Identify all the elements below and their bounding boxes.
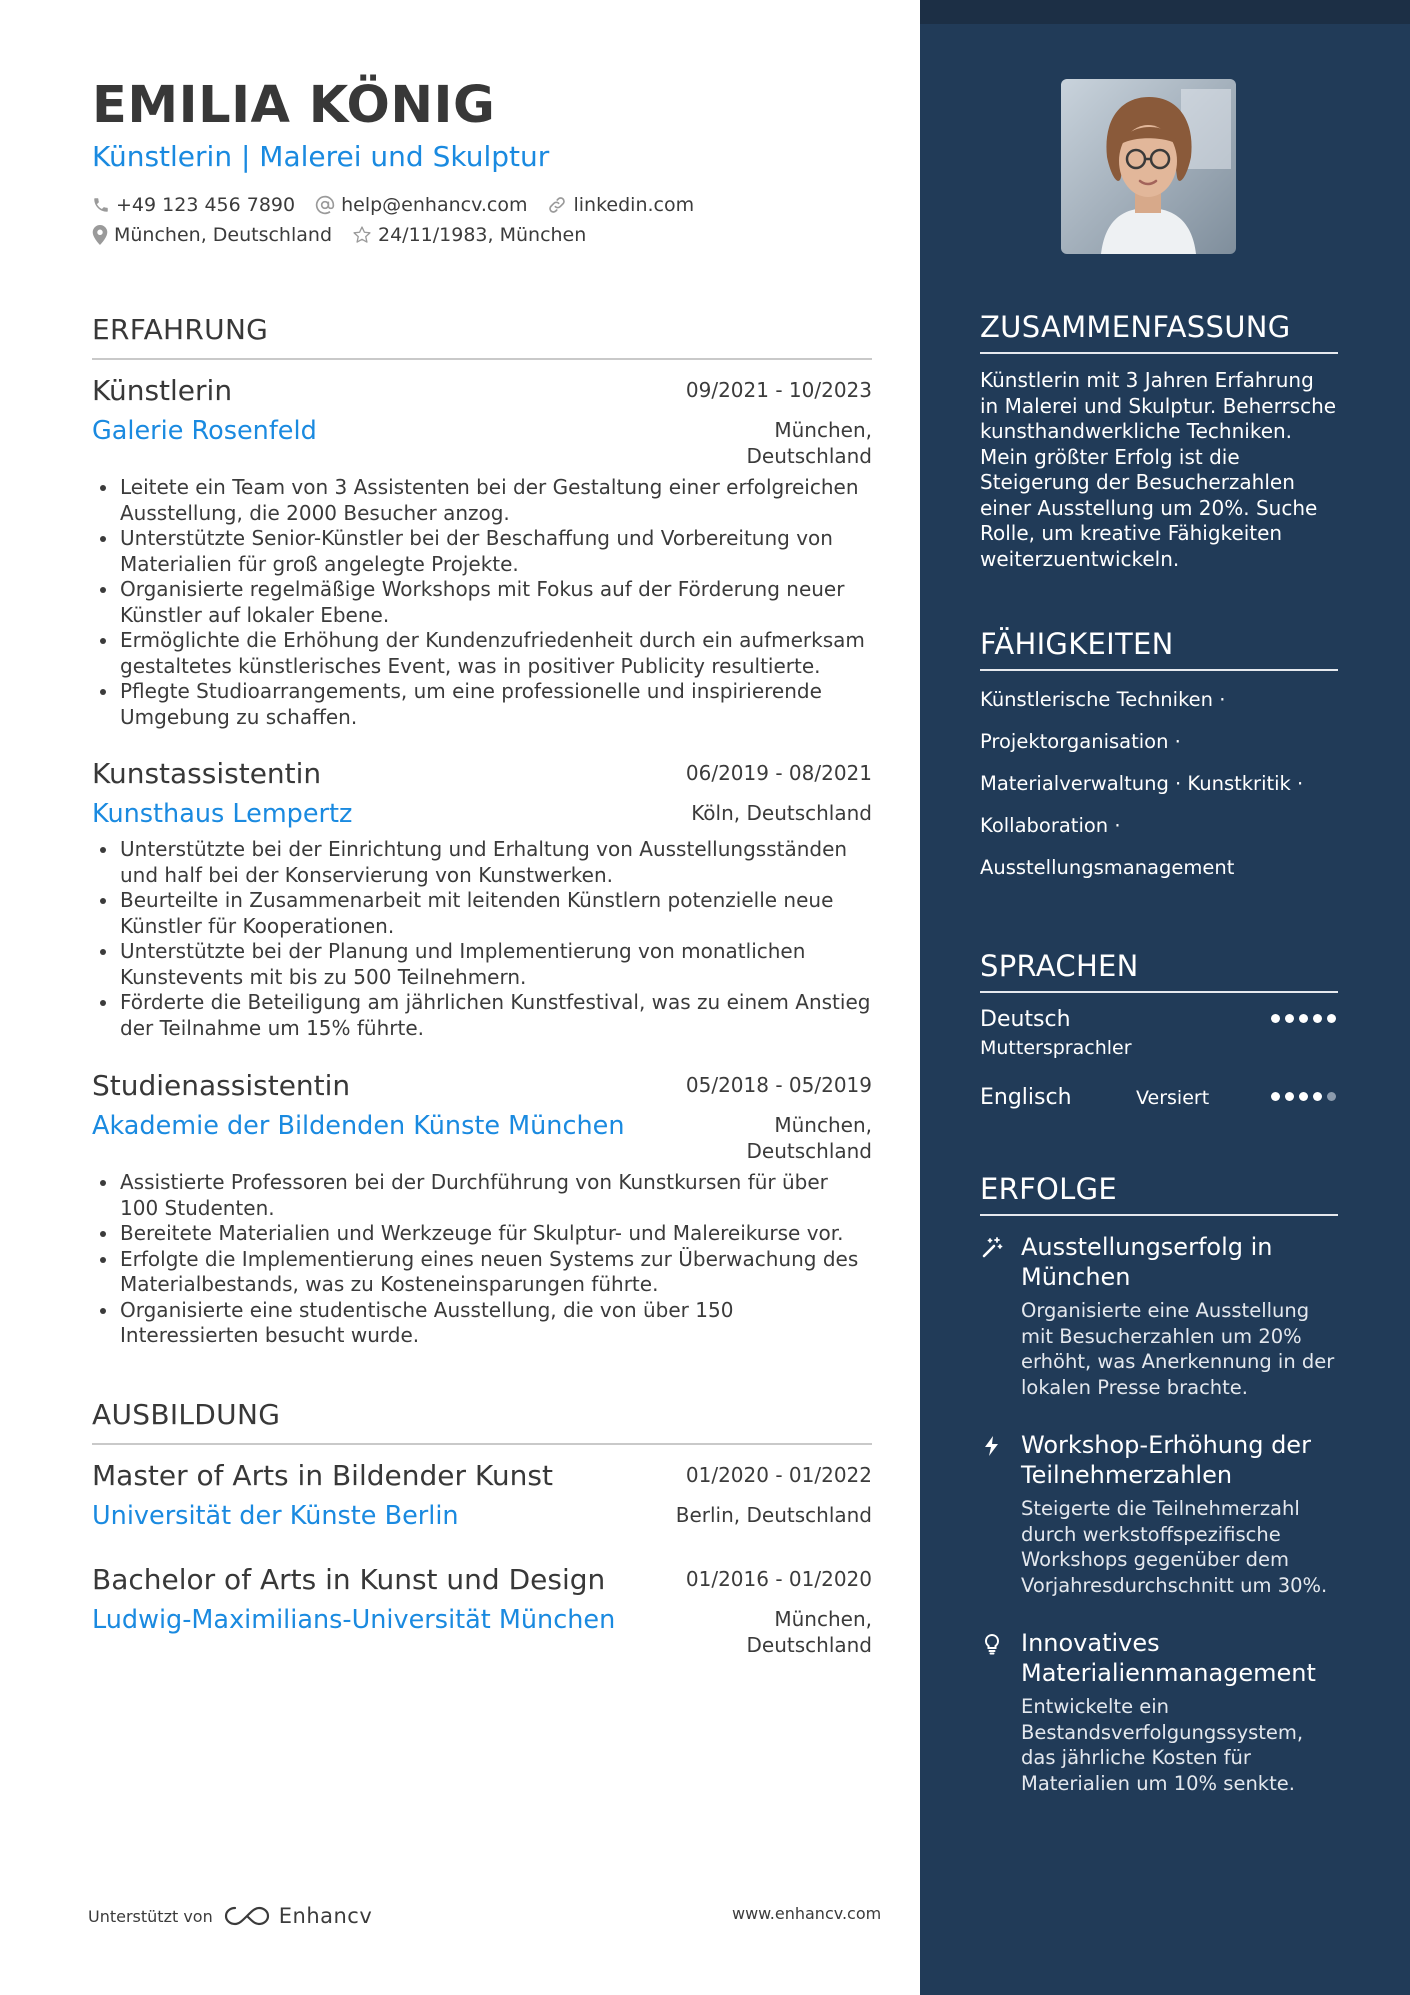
rating-dot-filled <box>1299 1014 1308 1023</box>
footer-branding[interactable] <box>88 1904 372 1928</box>
school-name[interactable]: Ludwig-Maximilians-Universität München <box>92 1605 616 1635</box>
skill-item: Projektorganisation · <box>980 730 1181 753</box>
skill-item: Ausstellungsmanagement <box>980 856 1235 879</box>
bullet-item: Organisierte eine studentische Ausstellung, die von über 150 Interessierten besucht wurde. <box>92 1298 872 1349</box>
bullet-item: Pflegte Studioarrangements, um eine professionelle und inspirierende Umgebung zu schaffen. <box>92 679 872 730</box>
bullet-item: Assistierte Professoren bei der Durchführung von Kunstkursen für über 100 Studenten. <box>92 1170 872 1221</box>
achievement-desc: Entwickelte ein Bestandsverfolgungssystem, das jährliche Kosten für Materialien um 10% senkte. <box>1021 1695 1304 1795</box>
enhancv-logo-icon <box>223 1905 271 1927</box>
job-dates: 06/2019 - 08/2021 <box>685 761 872 785</box>
job-bullets <box>92 837 872 1041</box>
achievement-desc: Steigerte die Teilnehmerzahl durch werkstoffspezifische Workshops gegenüber dem Vorjahresdurchschnitt um 30%. <box>1021 1497 1328 1597</box>
rating-dot-filled <box>1271 1014 1280 1023</box>
company-name[interactable]: Akademie der Bildenden Künste München <box>92 1111 625 1141</box>
star-icon <box>352 225 372 245</box>
bullet-item: Unterstützte bei der Einrichtung und Erhaltung von Ausstellungsständen und half bei der Konservierung von Kunstwerken. <box>92 837 872 888</box>
email-text: help@enhancv.com <box>341 194 528 216</box>
link-icon <box>547 195 567 215</box>
email-contact[interactable] <box>315 194 527 216</box>
job-dates: 05/2018 - 05/2019 <box>685 1073 872 1097</box>
birth-text: 24/11/1983, München <box>378 224 587 246</box>
skill-item: Kollaboration · <box>980 814 1121 837</box>
languages-section <box>980 949 1338 1149</box>
job-bullets <box>92 475 872 730</box>
language-item <box>980 1085 1338 1149</box>
school-name[interactable]: Universität der Künste Berlin <box>92 1501 459 1531</box>
rating-dot-filled <box>1313 1092 1322 1101</box>
rating-dot-filled <box>1285 1092 1294 1101</box>
job-title: Kunstassistentin <box>92 757 322 790</box>
job-bullets <box>92 1170 872 1349</box>
profile-photo <box>1061 79 1236 254</box>
language-rating <box>1271 1092 1336 1101</box>
candidate-name: EMILIA KÖNIG <box>92 76 496 135</box>
enhancv-brand-text: Enhancv <box>278 1904 373 1928</box>
bullet-item: Erfolgte die Implementierung eines neuen Systems zur Überwachung des Materialbestands, was zu Kosteneinsparungen führte. <box>92 1247 872 1298</box>
language-item <box>980 1007 1338 1085</box>
skills-section <box>980 627 1338 897</box>
job-location: München, Deutschland <box>746 1113 872 1163</box>
education-heading: AUSBILDUNG <box>92 1398 872 1445</box>
skill-item: Materialverwaltung · Kunstkritik · <box>980 772 1304 795</box>
achievements-list <box>980 1232 1338 1796</box>
languages-list <box>980 1007 1338 1149</box>
bullet-item: Unterstützte bei der Planung und Implementierung von monatlichen Kunstevents mit bis zu 500 Teilnehmern. <box>92 939 872 990</box>
education-location: München, Deutschland <box>746 1607 872 1657</box>
achievement-desc: Organisierte eine Ausstellung mit Besucherzahlen um 20% erhöht, was Anerkennung in der lokalen Presse brachte. <box>1021 1299 1335 1399</box>
experience-heading: ERFAHRUNG <box>92 313 872 360</box>
skill-item: Künstlerische Techniken · <box>980 688 1226 711</box>
job-location: Köln, Deutschland <box>691 801 872 825</box>
location-text: München, Deutschland <box>114 224 332 246</box>
bullet-item: Ermöglichte die Erhöhung der Kundenzufriedenheit durch ein aufmerksam gestaltetes künstlerisches Event, was in positiver Publicity resultierte. <box>92 628 872 679</box>
degree-title: Bachelor of Arts in Kunst und Design <box>92 1563 606 1596</box>
language-rating <box>1271 1014 1336 1023</box>
job-dates: 09/2021 - 10/2023 <box>685 378 872 402</box>
bullet-item: Organisierte regelmäßige Workshops mit Fokus auf der Förderung neuer Künstler auf lokaler Ebene. <box>92 577 872 628</box>
rating-dot-filled <box>1299 1092 1308 1101</box>
degree-title: Master of Arts in Bildender Kunst <box>92 1459 553 1492</box>
company-name[interactable]: Galerie Rosenfeld <box>92 416 317 446</box>
achievement-title: Ausstellungserfolg in München <box>1021 1233 1273 1291</box>
headline: Künstlerin | Malerei und Skulptur <box>92 140 550 173</box>
phone-icon <box>92 196 110 214</box>
rating-dot-filled <box>1271 1092 1280 1101</box>
footer-url[interactable]: www.enhancv.com <box>732 1904 882 1923</box>
achievements-section <box>980 1172 1338 1826</box>
location-pin-icon <box>92 225 108 245</box>
magic-wand-icon <box>980 1236 1004 1260</box>
linkedin-contact[interactable] <box>547 194 694 216</box>
achievement-title: Innovatives Materialienmanagement <box>1021 1629 1316 1687</box>
job-title: Künstlerin <box>92 374 233 407</box>
skills-heading: FÄHIGKEITEN <box>980 627 1338 671</box>
language-name: Deutsch <box>980 1007 1071 1032</box>
achievement-item <box>980 1628 1338 1796</box>
achievement-title: Workshop-Erhöhung der Teilnehmerzahlen <box>1021 1431 1311 1489</box>
contact-row-1 <box>92 194 714 216</box>
education-dates: 01/2020 - 01/2022 <box>685 1463 872 1487</box>
location-contact <box>92 224 332 246</box>
phone-text: +49 123 456 7890 <box>116 194 296 216</box>
job-title: Studienassistentin <box>92 1069 351 1102</box>
summary-section <box>980 310 1338 572</box>
job-location: München, Deutschland <box>746 418 872 468</box>
rating-dot-filled <box>1327 1014 1336 1023</box>
powered-by-text: Unterstützt von <box>88 1906 213 1926</box>
bullet-item: Förderte die Beteiligung am jährlichen Kunstfestival, was zu einem Anstieg der Teilnahme um 15% führte. <box>92 990 872 1041</box>
contact-row-2 <box>92 224 606 246</box>
bullet-item: Bereitete Materialien und Werkzeuge für Skulptur- und Malereikurse vor. <box>92 1221 872 1247</box>
skills-list <box>980 687 1338 897</box>
achievements-heading: ERFOLGE <box>980 1172 1338 1216</box>
lightning-icon <box>980 1434 1004 1458</box>
sidebar-top-band <box>920 0 1410 24</box>
summary-heading: ZUSAMMENFASSUNG <box>980 310 1338 354</box>
summary-text: Künstlerin mit 3 Jahren Erfahrung in Malerei und Skulptur. Beherrsche kunsthandwerkliche Techniken. Mein größter Erfolg ist die Steigerung der Besucherzahlen einer Ausstellung um 20%. Suche Rolle, um kreative Fähigkeiten weiterzuentwickeln. <box>980 368 1337 571</box>
linkedin-text: linkedin.com <box>573 194 695 216</box>
language-level: Muttersprachler <box>980 1037 1132 1059</box>
education-location: Berlin, Deutschland <box>675 1503 872 1527</box>
company-name[interactable]: Kunsthaus Lempertz <box>92 799 353 829</box>
language-level: Versiert <box>1136 1087 1210 1109</box>
lightbulb-icon <box>980 1632 1004 1656</box>
language-name: Englisch <box>980 1085 1072 1110</box>
at-icon <box>315 195 335 215</box>
birth-contact <box>352 224 586 246</box>
achievement-item <box>980 1232 1338 1400</box>
rating-dot-filled <box>1285 1014 1294 1023</box>
bullet-item: Leitete ein Team von 3 Assistenten bei der Gestaltung einer erfolgreichen Ausstellung, die 2000 Besucher anzog. <box>92 475 872 526</box>
sidebar <box>920 0 1410 1995</box>
phone-contact[interactable] <box>92 194 295 216</box>
education-dates: 01/2016 - 01/2020 <box>685 1567 872 1591</box>
achievement-item <box>980 1430 1338 1598</box>
languages-heading: SPRACHEN <box>980 949 1338 993</box>
bullet-item: Beurteilte in Zusammenarbeit mit leitenden Künstlern potenzielle neue Künstler für Kooperationen. <box>92 888 872 939</box>
rating-dot-empty <box>1327 1092 1336 1101</box>
rating-dot-filled <box>1313 1014 1322 1023</box>
bullet-item: Unterstützte Senior-Künstler bei der Beschaffung und Vorbereitung von Materialien für groß angelegte Projekte. <box>92 526 872 577</box>
